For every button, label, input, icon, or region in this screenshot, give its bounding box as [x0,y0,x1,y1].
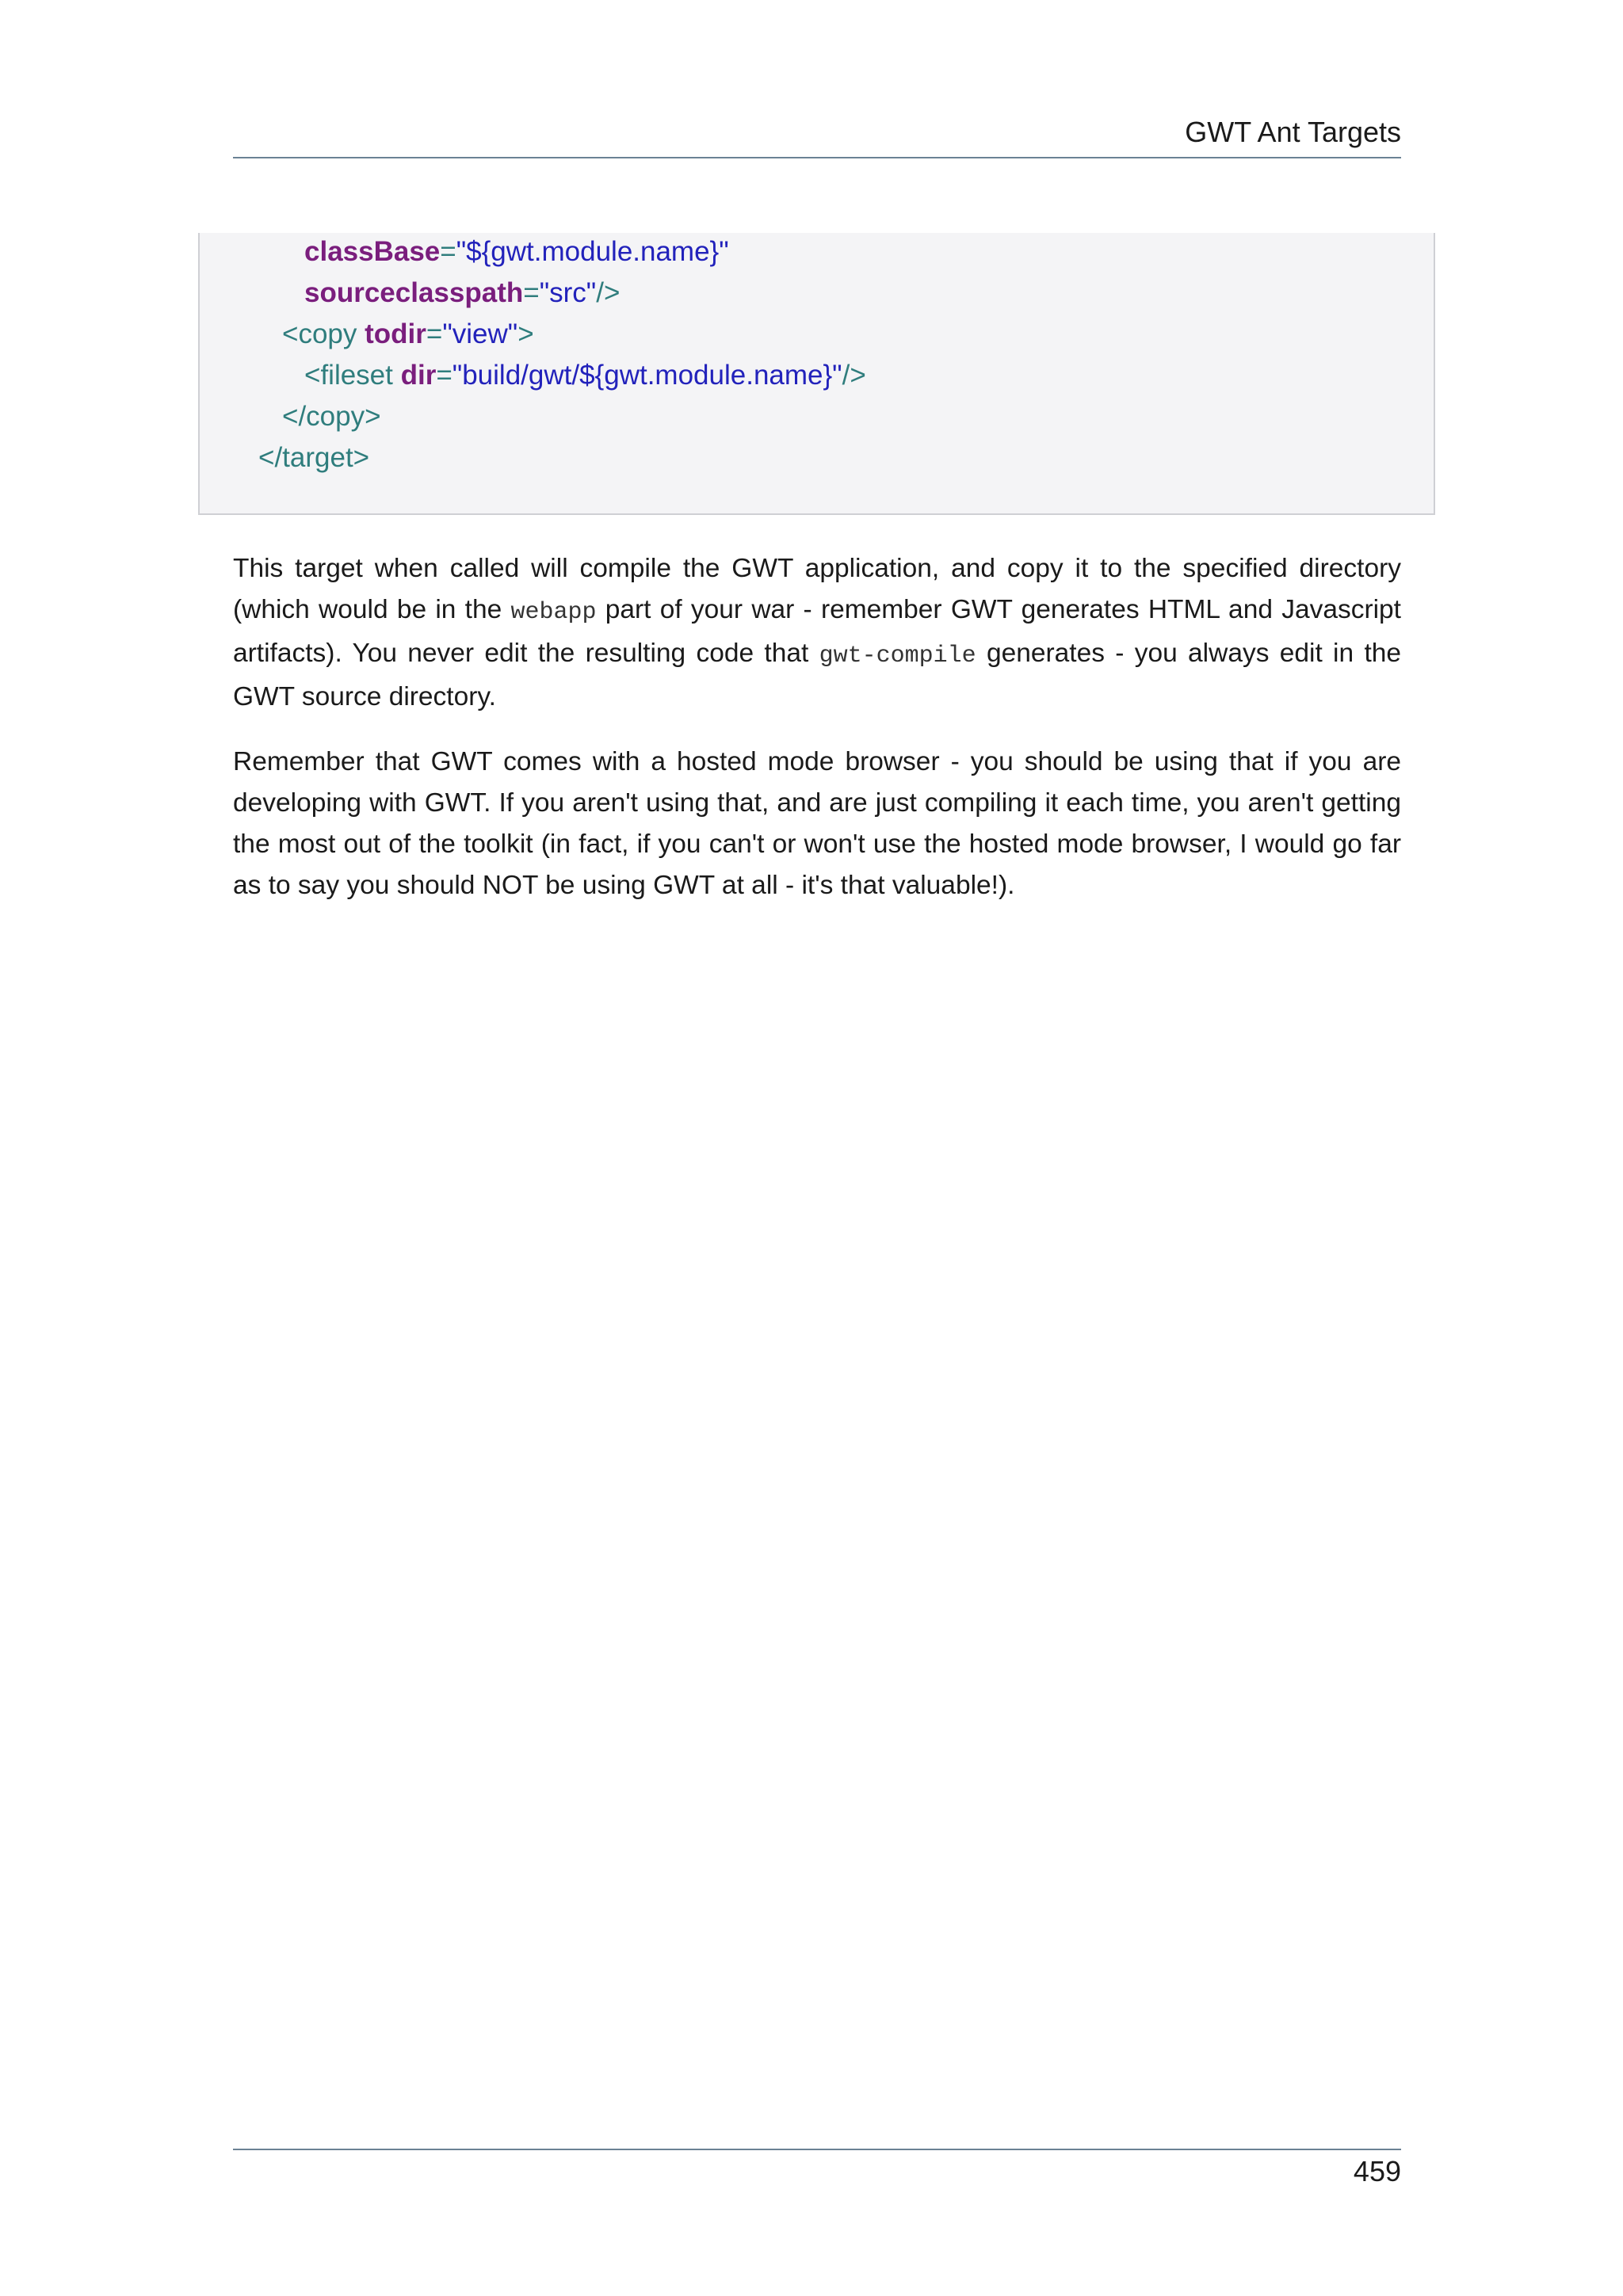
paragraph-compile-explanation: This target when called will compile the GWT application, and copy it to the specified directory (which would be in the webapp part of your war - remember GWT generates HTML and Javascript artifacts). You never edit the resulting code that gwt-compile generates - you always edit in the GWT source directory. [233,554,1402,711]
page-number: 459 [1353,2155,1401,2187]
paragraph-hosted-mode: Remember that GWT comes with a hosted mode browser - you should be using that if you are developing with GWT. If you aren't using that, and are just compiling it each time, you aren't getting the most out of the toolkit (in fact, if you can't or won't use the hosted mode browser, I would go far as to say you should NOT be using GWT at all - it's that valuable!). [233,747,1401,900]
running-header [233,111,1401,158]
code-line-6: </target> [258,442,370,473]
chapter-title: GWT Ant Targets [1185,116,1401,148]
code-line-1: classBase="${gwt.module.name}" [304,236,729,267]
code-line-2: sourceclasspath="src"/> [304,277,621,308]
code-line-3: <copy todir="view"> [282,318,534,349]
code-line-4: <fileset dir="build/gwt/${gwt.module.name}"/> [304,360,866,391]
running-footer [233,2149,1401,2187]
inline-code-gwt-compile: gwt-compile [819,643,976,669]
code-listing [198,233,1435,515]
code-line-5: </copy> [282,401,381,432]
inline-code-webapp: webapp [510,599,597,626]
